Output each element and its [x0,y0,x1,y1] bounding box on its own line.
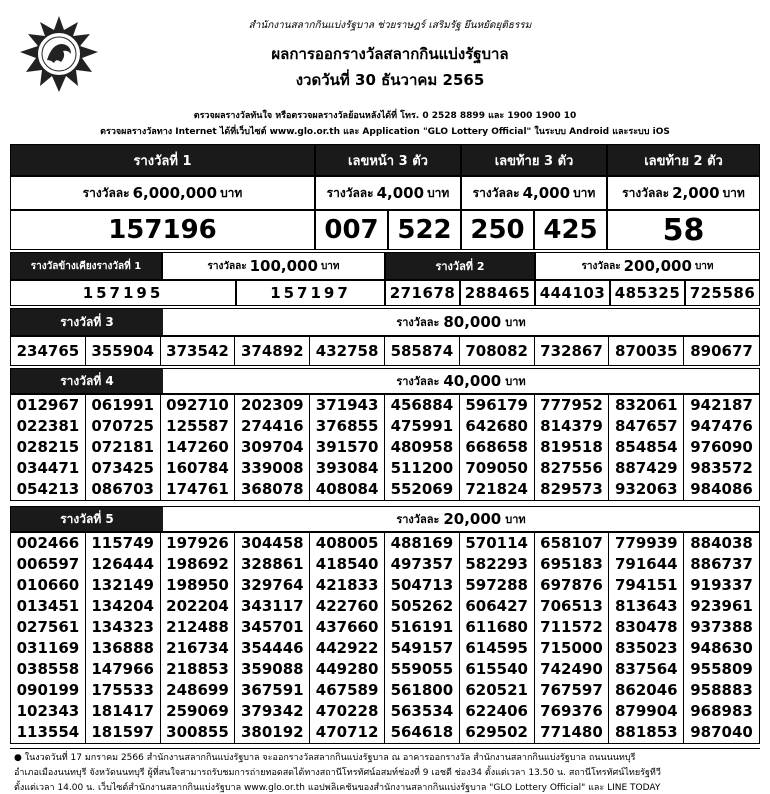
back3-amount [461,176,607,210]
fourth-prize-number: 777952 [535,395,610,416]
third-prize-number: 355904 [86,337,161,365]
amount-prefix: รางวัลละ [622,185,670,200]
back3-header: เลขท้าย 3 ตัว [461,144,607,176]
fifth-prize-number: 132149 [86,575,161,596]
fifth-prize-number: 134323 [86,617,161,638]
fifth-prize-number: 597288 [460,575,535,596]
amount-unit: บาท [505,375,526,388]
lottery-result-sheet [10,10,760,794]
fifth-prize-number: 488169 [385,533,460,554]
fifth-prize-number: 813643 [609,596,684,617]
fifth-prize-number: 958883 [690,681,753,699]
fifth-prize-number: 923961 [690,597,753,615]
fourth-prize-number: 408084 [310,479,385,500]
fourth-prize-number: 061991 [86,395,161,416]
fifth-prize-header [10,506,760,532]
amount-prefix: รางวัลละ [396,375,440,388]
fifth-prize-number: 794151 [609,575,684,596]
fifth-prize-number: 742490 [535,659,610,680]
fifth-prize-number: 090199 [11,680,86,701]
fourth-prize-number: 391570 [310,437,385,458]
fifth-prize-number: 136888 [86,638,161,659]
fifth-prize-number: 968983 [690,702,753,720]
fifth-prize-row [11,701,759,722]
fifth-prize-row [11,722,759,743]
back2-number: 58 [607,210,760,250]
fifth-prize-number: 779939 [609,533,684,554]
fourth-prize-number: 642680 [460,416,535,437]
fourth-prize-number: 942187 [690,396,753,414]
fifth-prize-number: 134204 [86,596,161,617]
fifth-prize-number: 561800 [385,680,460,701]
front3-number-1: 007 [315,210,388,250]
fifth-prize-number: 504713 [385,575,460,596]
fourth-prize-grid [10,394,760,501]
third-prize-number: 732867 [535,337,610,365]
fifth-prize-number: 010660 [11,575,86,596]
third-prize-number: 870035 [609,337,684,365]
fourth-prize-number: 552069 [385,479,460,500]
draw-date: งวดวันที่ 30 ธันวาคม 2565 [295,71,485,89]
second-prize-number: 288465 [460,280,535,306]
fifth-prize-number: 955809 [690,660,753,678]
fifth-prize-number: 470228 [310,701,385,722]
fifth-prize-number: 422760 [310,596,385,617]
fifth-prize-number: 216734 [161,638,236,659]
fifth-prize-number: 937388 [690,618,753,636]
fourth-prize-number: 393084 [310,458,385,479]
fifth-prize-number: 884038 [690,534,753,552]
fifth-prize-number: 175533 [86,680,161,701]
fifth-prize-number: 102343 [11,701,86,722]
third-prize-header [10,308,760,336]
second-prize-number: 271678 [385,280,460,306]
fifth-prize-number: 002466 [11,533,86,554]
first-prize-number: 157196 [10,210,315,250]
amount-unit: บาท [427,185,450,200]
amount-prefix: รางวัลละ [82,185,130,200]
fifth-prize-number: 013451 [11,596,86,617]
second-prize-number: 725586 [685,280,760,306]
fifth-prize-number: 697876 [535,575,610,596]
third-prize-number: 373542 [161,337,236,365]
amount-value: 2,000 [672,184,720,202]
fourth-prize-row [11,395,759,416]
fourth-prize-number: 984086 [690,480,753,498]
fifth-prize-number: 563534 [385,701,460,722]
fifth-prize-number: 115749 [86,533,161,554]
fourth-prize-number: 709050 [460,458,535,479]
amount-value: 100,000 [249,257,318,275]
fifth-prize-number: 354446 [235,638,310,659]
fourth-prize-number: 070725 [86,416,161,437]
amount-unit: บาท [220,185,243,200]
amount-unit: บาท [505,316,526,329]
fourth-prize-number: 028215 [11,437,86,458]
fourth-prize-number: 832061 [609,395,684,416]
fourth-prize-number: 092710 [161,395,236,416]
fifth-prize-number: 259069 [161,701,236,722]
third-prize-number: 374892 [235,337,310,365]
fifth-prize-number: 408005 [310,533,385,554]
near-first-number-2: 157197 [236,280,385,306]
fifth-prize-number: 113554 [11,722,86,743]
fifth-prize-number: 248699 [161,680,236,701]
fifth-prize-number: 380192 [235,722,310,743]
fifth-prize-number: 886737 [690,555,753,573]
fifth-prize-number: 197926 [161,533,236,554]
fourth-prize-header [10,368,760,394]
fifth-prize-number: 027561 [11,617,86,638]
second-prize-header: รางวัลที่ 2 [385,252,535,280]
fourth-prize-number: 309704 [235,437,310,458]
fourth-prize-number: 034471 [11,458,86,479]
amount-value: 20,000 [443,510,502,528]
fourth-prize-number: 147260 [161,437,236,458]
fourth-prize-number: 668658 [460,437,535,458]
fifth-prize-number: 769376 [535,701,610,722]
contact-info [10,100,760,144]
fifth-prize-number: 367591 [235,680,310,701]
fifth-prize-number: 038558 [11,659,86,680]
fifth-prize-number: 497357 [385,554,460,575]
fourth-prize-label: รางวัลที่ 4 [11,369,163,393]
fifth-prize-number: 570114 [460,533,535,554]
fifth-prize-number: 837564 [609,659,684,680]
amount-value: 200,000 [623,257,692,275]
amount-prefix: รางวัลละ [472,185,520,200]
amount-value: 40,000 [443,372,502,390]
amount-value: 6,000,000 [132,184,218,202]
back2-header: เลขท้าย 2 ตัว [607,144,760,176]
fifth-prize-number: 202204 [161,596,236,617]
fifth-prize-row [11,596,759,617]
fifth-prize-number: 715000 [535,638,610,659]
front3-number-2: 522 [388,210,461,250]
fifth-prize-number: 987040 [690,723,753,741]
fifth-prize-number: 328861 [235,554,310,575]
fifth-prize-row [11,638,759,659]
fifth-prize-number: 006597 [11,554,86,575]
fourth-prize-number: 819518 [535,437,610,458]
fourth-prize-number: 511200 [385,458,460,479]
fourth-prize-number: 125587 [161,416,236,437]
fourth-prize-number: 022381 [11,416,86,437]
fifth-prize-number: 862046 [609,680,684,701]
fifth-prize-number: 300855 [161,722,236,743]
fifth-prize-number: 218853 [161,659,236,680]
front3-amount [315,176,461,210]
fourth-prize-number: 947476 [690,417,753,435]
back3-number-2: 425 [534,210,607,250]
footer-line-3: ตั้งแต่เวลา 14.00 น. เว็บไซต์สำนักงานสลากกินแบ่งรัฐบาล www.glo.or.th แอปพลิเคชันของสำนักงานสลากกินแบ่งรัฐบาล "GLO Lottery Official" และ LINE TODAY [14,783,661,793]
fifth-prize-number: 181597 [86,722,161,743]
third-prize-number: 234765 [11,337,86,365]
fourth-prize-row [11,458,759,479]
fourth-prize-number: 012967 [11,395,86,416]
fourth-prize-number: 160784 [161,458,236,479]
fifth-prize-number: 767597 [535,680,610,701]
fifth-prize-number: 948630 [690,639,753,657]
fifth-prize-number: 695183 [535,554,610,575]
agency-slogan: สำนักงานสลากกินแบ่งรัฐบาล ช่วยราษฎร์ เสริมรัฐ ยึนหยัดยุติธรรม [248,20,532,31]
fifth-prize-number: 212488 [161,617,236,638]
near-first-number-1: 157195 [10,280,236,306]
amount-unit: บาท [320,260,340,272]
header [10,10,760,98]
fifth-prize-number: 629502 [460,722,535,743]
second-prize-number: 485325 [610,280,685,306]
amount-prefix: รางวัลละ [207,260,247,272]
third-prize-row [11,337,759,365]
amount-prefix: รางวัลละ [396,316,440,329]
fourth-prize-number: 847657 [609,416,684,437]
third-prize-number: 890677 [690,342,753,360]
fifth-prize-number: 329764 [235,575,310,596]
amount-value: 4,000 [522,184,571,202]
fourth-prize-number: 976090 [690,438,753,456]
third-prize-number: 585874 [385,337,460,365]
fifth-prize-number: 505262 [385,596,460,617]
fifth-prize-number: 830478 [609,617,684,638]
fourth-prize-row [11,437,759,458]
fifth-prize-number: 418540 [310,554,385,575]
fifth-prize-label: รางวัลที่ 5 [11,507,163,531]
near-first-header: รางวัลข้างเคียงรางวัลที่ 1 [10,252,162,280]
second-prize-amount [535,252,760,280]
fifth-prize-number: 711572 [535,617,610,638]
amount-unit: บาท [573,185,596,200]
fifth-prize-number: 582293 [460,554,535,575]
fourth-prize-number: 339008 [235,458,310,479]
fourth-prize-number: 814379 [535,416,610,437]
third-prize-amount [163,309,759,335]
fourth-prize-number: 480958 [385,437,460,458]
third-prize-grid [10,336,760,366]
fifth-prize-number: 771480 [535,722,610,743]
internet-check-line: ตรวจผลรางวัลทาง Internet ได้ที่เว็บไซต์ www.glo.or.th และ Application "GLO Lottery Official" ในระบบ Android และระบบ iOS [100,127,670,137]
footer-line-1: ● ในงวดวันที่ 17 มกราคม 2566 สำนักงานสลากกินแบ่งรัฐบาล จะออกรางวัลสลากกินแบ่งรัฐบาล ณ อาคารออกรางวัล สำนักงานสลากกินแบ่งรัฐบาล ถนนนนทบุรี [14,753,636,763]
third-prize-number: 432758 [310,337,385,365]
fifth-prize-number: 516191 [385,617,460,638]
fifth-prize-number: 881853 [609,722,684,743]
amount-prefix: รางวัลละ [581,260,621,272]
fourth-prize-number: 456884 [385,395,460,416]
fifth-prize-row [11,659,759,680]
fifth-prize-number: 379342 [235,701,310,722]
back3-number-1: 250 [461,210,534,250]
back2-amount [607,176,760,210]
fifth-prize-grid [10,532,760,744]
fifth-prize-number: 835023 [609,638,684,659]
fourth-prize-number: 829573 [535,479,610,500]
fifth-prize-number: 345701 [235,617,310,638]
amount-value: 80,000 [443,313,502,331]
fifth-prize-number: 658107 [535,533,610,554]
near-first-amount [162,252,385,280]
fifth-prize-number: 449280 [310,659,385,680]
phone-check-line: ตรวจผลรางวัลทันใจ หรือตรวจผลรางวัลย้อนหลังได้ที่ โทร. 0 2528 8899 และ 1900 1900 10 [193,111,577,121]
fourth-prize-number: 072181 [86,437,161,458]
government-lottery-emblem-icon [16,14,102,94]
first-prize-amount [10,176,315,210]
fifth-prize-number: 559055 [385,659,460,680]
fifth-prize-number: 442922 [310,638,385,659]
fourth-prize-number: 073425 [86,458,161,479]
first-prize-header: รางวัลที่ 1 [10,144,315,176]
footer-notice [10,748,760,794]
amount-unit: บาท [722,185,745,200]
fifth-prize-number: 879904 [609,701,684,722]
fifth-prize-number: 564618 [385,722,460,743]
page-title: ผลการออกรางวัลสลากกินแบ่งรัฐบาล [271,45,509,63]
fifth-prize-number: 198950 [161,575,236,596]
fifth-prize-number: 615540 [460,659,535,680]
amount-unit: บาท [505,513,526,526]
fifth-prize-number: 611680 [460,617,535,638]
fourth-prize-number: 054213 [11,479,86,500]
fourth-prize-number: 827556 [535,458,610,479]
fourth-prize-number: 887429 [609,458,684,479]
fifth-prize-number: 126444 [86,554,161,575]
fifth-prize-row [11,533,759,554]
fourth-prize-number: 376855 [310,416,385,437]
fifth-prize-number: 791644 [609,554,684,575]
fifth-prize-number: 437660 [310,617,385,638]
fourth-prize-row [11,479,759,500]
fifth-prize-row [11,680,759,701]
second-prize-number: 444103 [535,280,610,306]
fifth-prize-number: 620521 [460,680,535,701]
fifth-prize-row [11,575,759,596]
fifth-prize-number: 549157 [385,638,460,659]
fourth-prize-number: 596179 [460,395,535,416]
fourth-prize-number: 371943 [310,395,385,416]
fifth-prize-number: 706513 [535,596,610,617]
fourth-prize-number: 202309 [235,395,310,416]
front3-header: เลขหน้า 3 ตัว [315,144,461,176]
fourth-prize-amount [163,369,759,393]
fifth-prize-row [11,554,759,575]
fifth-prize-row [11,617,759,638]
fifth-prize-number: 614595 [460,638,535,659]
fourth-prize-number: 368078 [235,479,310,500]
fifth-prize-number: 031169 [11,638,86,659]
fifth-prize-number: 421833 [310,575,385,596]
third-prize-number: 708082 [460,337,535,365]
fifth-prize-number: 919337 [690,576,753,594]
fifth-prize-number: 304458 [235,533,310,554]
fourth-prize-number: 274416 [235,416,310,437]
amount-unit: บาท [694,260,714,272]
fourth-prize-number: 174761 [161,479,236,500]
fourth-prize-number: 932063 [609,479,684,500]
fifth-prize-number: 147966 [86,659,161,680]
fourth-prize-number: 854854 [609,437,684,458]
fourth-prize-number: 086703 [86,479,161,500]
fourth-prize-number: 721824 [460,479,535,500]
footer-line-2: อำเภอเมืองนนทบุรี จังหวัดนนทบุรี ผู้ที่สนใจสามารถรับชมการถ่ายทอดสดได้ทางสถานีโทรทัศน์อสมท์ช่องที่ 9 เอชดี ช่อง34 ตั้งแต่เวลา 13.50 น. สถานีโทรทัศน์ไทยรัฐทีวี [14,768,661,778]
fifth-prize-number: 181417 [86,701,161,722]
fifth-prize-number: 343117 [235,596,310,617]
amount-value: 4,000 [376,184,425,202]
amount-prefix: รางวัลละ [326,185,374,200]
fifth-prize-number: 359088 [235,659,310,680]
fifth-prize-number: 198692 [161,554,236,575]
third-prize-label: รางวัลที่ 3 [11,309,163,335]
fifth-prize-amount [163,507,759,531]
fourth-prize-number: 983572 [690,459,753,477]
amount-prefix: รางวัลละ [396,513,440,526]
fifth-prize-number: 467589 [310,680,385,701]
fifth-prize-number: 622406 [460,701,535,722]
fourth-prize-number: 475991 [385,416,460,437]
fifth-prize-number: 606427 [460,596,535,617]
fifth-prize-number: 470712 [310,722,385,743]
fourth-prize-row [11,416,759,437]
